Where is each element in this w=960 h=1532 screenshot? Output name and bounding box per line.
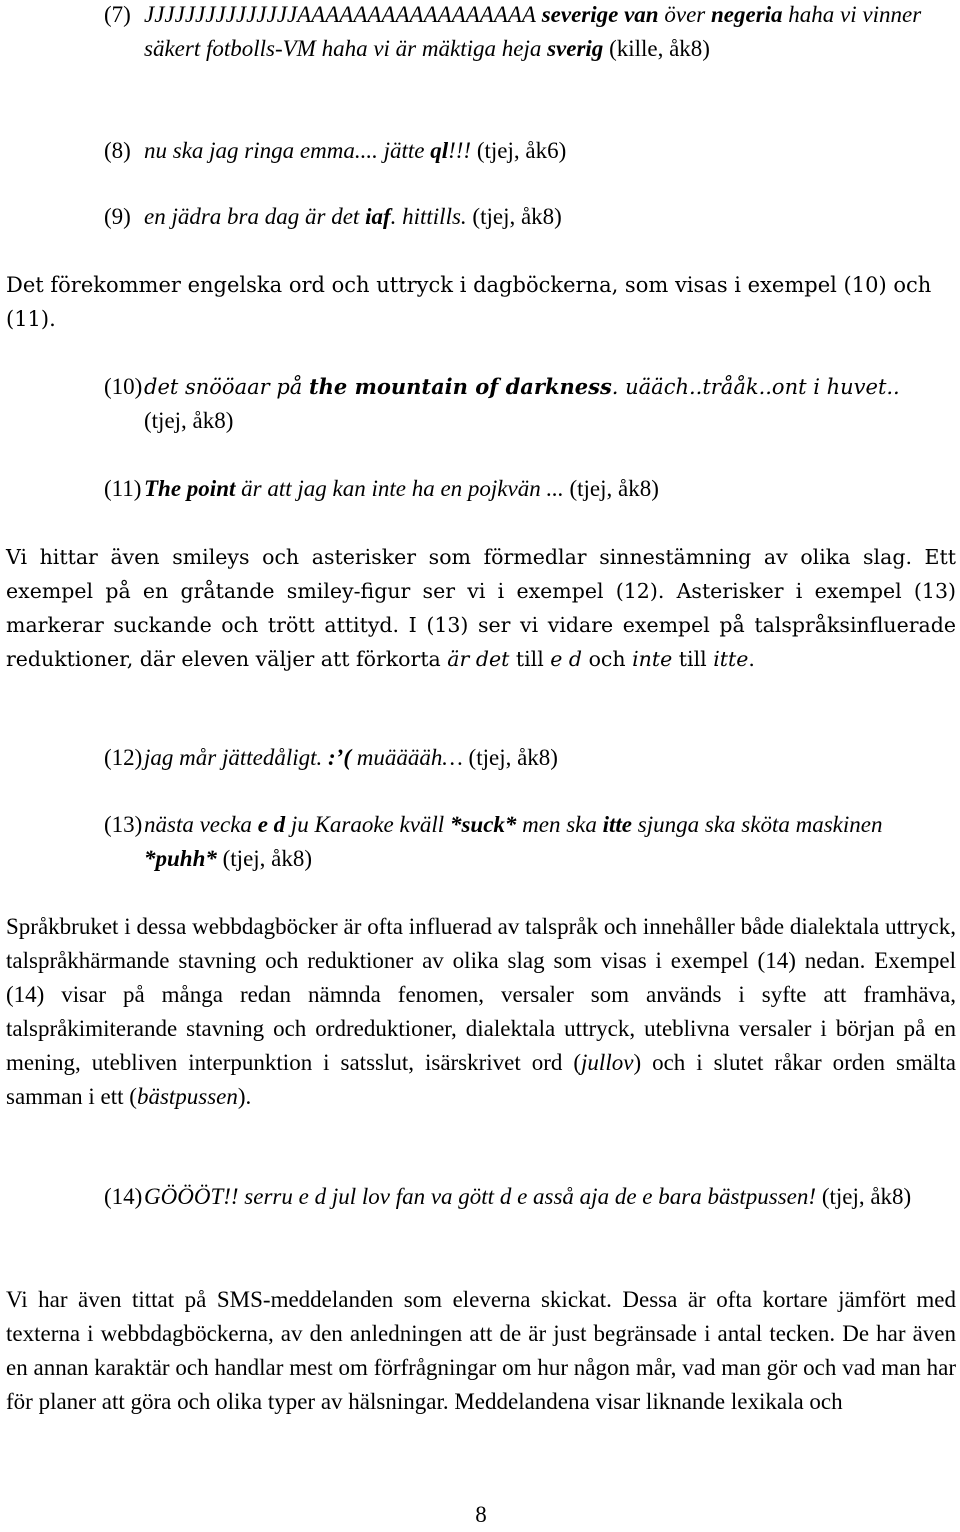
example-number: (9) xyxy=(104,204,131,229)
body-paragraph-3: Språkbruket i dessa webbdagböcker är ofta influerad av talspråk och innehåller både dialektala uttryck, talspråkhärmande stavning och reduktioner av olika slag som visas i exempel (14) nedan. Exempel (14) visar på många redan nämnda fenomen, versaler som används i syfte att framhäva, talspråkimiterande stavning och ordreduktioner, dialektala uttryck, uteblivna versaler i början på en mening, utebliven interpunktion i satsslut, isärskrivet ord (jullov) och i slutet råkar orden smälta samman i ett (bästpussen). xyxy=(6,914,956,1109)
example-number: (12) xyxy=(104,745,143,770)
body-paragraph-2: Vi hittar även smileys och asterisker som förmedlar sinnestämning av olika slag. Ett exempel på en gråtande smiley-figur ser vi i exempel (12). Asterisker i exempel (13) markerar suckande och trött attityd. I (13) ser vi vidare exempel på talspråksinfluerade reduktioner, där eleven väljer att förkorta är det till e d och inte till itte. xyxy=(6,545,956,671)
body-paragraph-1: Det förekommer engelska ord och uttryck i dagböckerna, som visas i exempel (10) och (11). xyxy=(6,273,932,331)
example-10 xyxy=(104,370,934,438)
body-paragraph-4: Vi har även tittat på SMS-meddelanden som eleverna skickat. Dessa är ofta kortare jämfört med texterna i webbdagböckerna, av den anledningen att de är just begränsade i antal tecken. De har även en annan karaktär och handlar mest om förfrågningar om hur någon mår, vad man gör och vad man har för planer att göra och olika typer av hälsningar. Meddelandena visar liknande lexikala och xyxy=(6,1287,956,1414)
example-text: The point är att jag kan inte ha en pojkvän ... (tjej, åk8) xyxy=(144,476,659,501)
example-number: (11) xyxy=(104,476,142,501)
example-text: det snööaar på the mountain of darkness. uääch..trååk..ont i huvet.. (tjej, åk8) xyxy=(144,374,900,433)
example-7 xyxy=(104,0,934,66)
example-number: (10) xyxy=(104,374,143,399)
page-number: 8 xyxy=(475,1502,487,1527)
example-number: (14) xyxy=(104,1184,143,1209)
example-text: jag mår jättedåligt. :’( muääääh… (tjej, åk8) xyxy=(144,745,558,770)
example-12 xyxy=(104,741,934,775)
example-9 xyxy=(104,200,934,234)
example-8 xyxy=(104,134,934,168)
example-number: (8) xyxy=(104,138,131,163)
example-number: (7) xyxy=(104,2,131,27)
example-11 xyxy=(104,472,934,506)
example-14 xyxy=(104,1180,934,1214)
example-text: en jädra bra dag är det iaf. hittills. (tjej, åk8) xyxy=(144,204,562,229)
example-number: (13) xyxy=(104,812,143,837)
example-text: GÖÖÖT!! serru e d jul lov fan va gött d e asså aja de e bara bästpussen! (tjej, åk8) xyxy=(144,1184,912,1209)
example-text: nästa vecka e d ju Karaoke kväll *suck* men ska itte sjunga ska sköta maskinen *puhh* (tjej, åk8) xyxy=(144,812,883,871)
example-text: JJJJJJJJJJJJJJJAAAAAAAAAAAAAAAAA severige van över negeria haha vi vinner säkert fotbolls-VM haha vi är mäktiga heja sverig (kille, åk8) xyxy=(144,2,922,61)
example-text: nu ska jag ringa emma.... jätte ql!!! (tjej, åk6) xyxy=(144,138,567,163)
example-13 xyxy=(104,808,934,876)
